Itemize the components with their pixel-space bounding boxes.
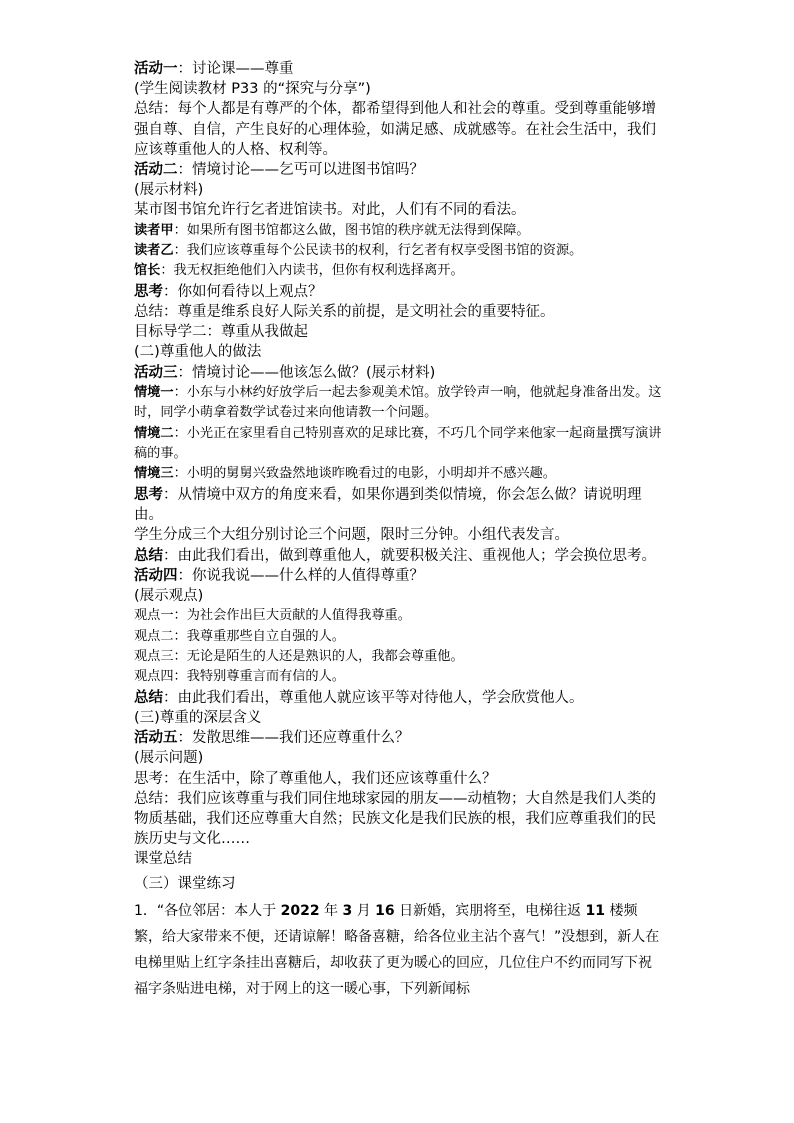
activity-3-label: 活动三 — [134, 364, 178, 381]
view-1: 观点一：为社会作出巨大贡献的人值得我尊重。 — [134, 608, 411, 624]
question-1 — [134, 898, 664, 1002]
activity-5-label: 活动五 — [134, 730, 178, 747]
think-2 — [134, 485, 664, 525]
reader-b — [134, 241, 664, 261]
situation-3-text: ：小明的舅舅兴致盎然地谈昨晚看过的电影，小明却并不感兴趣。 — [173, 466, 556, 482]
summary-1-text: ：每个人都是有尊严的个体，都希望得到他人和社会的尊重。受到尊重能够增强自尊、自信，产生良好的心理体验，如满足感、成就感等。在社会生活中，我们应该尊重他人的人格、权利等。 — [134, 101, 656, 158]
reader-a — [134, 221, 664, 241]
think-1-text: ：你如何看待以上观点？ — [163, 283, 323, 300]
question-1-month: 3 — [342, 902, 353, 919]
summary-3-label: 总结 — [134, 547, 163, 564]
summary-1-label: 总结 — [134, 101, 163, 118]
reader-b-label: 读者乙 — [134, 243, 174, 259]
group-discussion: 学生分成三个大组分别讨论三个问题，限时三分钟。小组代表发言。 — [134, 527, 569, 544]
think-2-label: 思考 — [134, 486, 163, 503]
activity-2-label: 活动二 — [134, 162, 178, 179]
activity-1-label: 活动一 — [134, 61, 178, 77]
practice-heading: （三）课堂练习 — [134, 875, 236, 892]
think-1 — [134, 282, 664, 302]
think-3-text: ：在生活中，除了尊重他人，我们还应该尊重什么？ — [163, 770, 497, 787]
question-1-text-i: 楼频繁，给大家带来不便，还请谅解！略备喜糖，给各位业主沾个喜气！”没想到，新人在电梯里贴上红字条挂出喜糖后，却收获了更为暖心的回应，几位住户不约而同写下祝福字条贴进电梯，对于网上的这一暖心事，下列新闻标 — [134, 902, 660, 997]
summary-4 — [134, 688, 664, 708]
section-2-heading: (二)尊重他人的做法 — [134, 344, 262, 361]
reading-note: (学生阅读教材 P33 的“探究与分享”) — [134, 81, 371, 98]
summary-2-label: 总结 — [134, 304, 163, 321]
activity-3-text: ：情境讨论——他该怎么做？(展示材料) — [177, 364, 436, 381]
question-1-day: 16 — [375, 902, 395, 919]
question-1-text-a: “各位邻居：本人于 — [156, 902, 281, 919]
activity-5 — [134, 728, 664, 748]
summary-3 — [134, 546, 664, 566]
curator — [134, 261, 664, 281]
situation-1-label: 情境一 — [134, 384, 174, 400]
activity-5-text: ：发散思维——我们还应尊重什么？ — [177, 730, 410, 747]
show-questions: (展示问题) — [134, 750, 204, 767]
summary-4-text: ：由此我们看出，尊重他人就应该平等对待他人，学会欣赏他人。 — [163, 689, 584, 706]
think-1-label: 思考 — [134, 283, 163, 300]
view-2: 观点二：我尊重那些自立自强的人。 — [134, 628, 345, 644]
question-1-floor: 11 — [585, 902, 606, 919]
curator-label: 馆长 — [134, 263, 161, 279]
situation-1-text: ：小东与小林约好放学后一起去参观美术馆。放学铃声一响，他就起身准备出发。这时，同学小萌拿着数学试卷过来向他请教一个问题。 — [134, 384, 662, 421]
activity-4 — [134, 566, 664, 586]
question-1-text-e: 月 — [352, 902, 376, 919]
curator-text: ：我无权拒绝他们入内读书，但你有权利选择离开。 — [160, 263, 464, 279]
think-3-label: 思考 — [134, 770, 163, 787]
situation-2-label: 情境二 — [134, 425, 174, 441]
document-body — [134, 59, 664, 1002]
show-views: (展示观点) — [134, 587, 204, 604]
think-3 — [134, 769, 664, 789]
situation-3 — [134, 464, 664, 484]
reader-a-label: 读者甲 — [134, 222, 174, 238]
question-1-text-g: 日新婚，宾朋将至，电梯往返 — [394, 902, 586, 919]
section-3-heading: (三)尊重的深层含义 — [134, 709, 262, 726]
view-4: 观点四：我特别尊重言而有信的人。 — [134, 669, 345, 685]
summary-3-text: ：由此我们看出，做到尊重他人，就要积极关注、重视他人；学会换位思考。 — [163, 547, 656, 564]
reader-b-text: ：我们应该尊重每个公民读书的权利，行乞者有权享受图书馆的资源。 — [173, 243, 583, 259]
situation-2-text: ：小光正在家里看自己特别喜欢的足球比赛，不巧几个同学来他家一起商量撰写演讲稿的事。 — [134, 425, 662, 462]
material-text: 某市图书馆允许行乞者进馆读书。对此，人们有不同的看法。 — [134, 202, 526, 219]
situation-3-label: 情境三 — [134, 466, 174, 482]
summary-5-text: ：我们应该尊重与我们同住地球家园的朋友——动植物；大自然是我们人类的物质基础，我们还应尊重大自然；民族文化是我们民族的根，我们应尊重我们的民族历史与文化…… — [134, 790, 656, 848]
summary-4-label: 总结 — [134, 689, 163, 706]
question-1-year: 2022 — [280, 902, 320, 919]
reader-a-text: ：如果所有图书馆都这么做，图书馆的秩序就无法得到保障。 — [173, 222, 530, 238]
goal-2: 目标导学二：尊重从我做起 — [134, 324, 308, 341]
class-summary: 课堂总结 — [134, 851, 192, 868]
situation-2 — [134, 424, 664, 465]
view-3: 观点三：无论是陌生的人还是熟识的人，我都会尊重他。 — [134, 648, 464, 664]
summary-1 — [134, 99, 664, 160]
summary-5 — [134, 789, 664, 850]
activity-1 — [134, 59, 664, 79]
summary-2 — [134, 302, 664, 322]
activity-4-text: ：你说我说——什么样的人值得尊重？ — [177, 567, 424, 584]
activity-1-text: ：讨论课——尊重 — [177, 61, 294, 77]
question-1-text-c: 年 — [319, 902, 343, 919]
question-1-number: 1． — [134, 902, 157, 919]
think-2-text: ：从情境中双方的角度来看，如果你遇到类似情境，你会怎么做？请说明理由。 — [134, 486, 642, 524]
activity-4-label: 活动四 — [134, 567, 178, 584]
situation-1 — [134, 383, 664, 424]
show-material-1: (展示材料) — [134, 182, 204, 199]
activity-3 — [134, 363, 664, 383]
summary-5-label: 总结 — [134, 790, 163, 807]
activity-2-text: ：情境讨论——乞丐可以进图书馆吗？ — [177, 162, 424, 179]
summary-2-text: ：尊重是维系良好人际关系的前提，是文明社会的重要特征。 — [163, 304, 555, 321]
activity-2 — [134, 160, 664, 180]
